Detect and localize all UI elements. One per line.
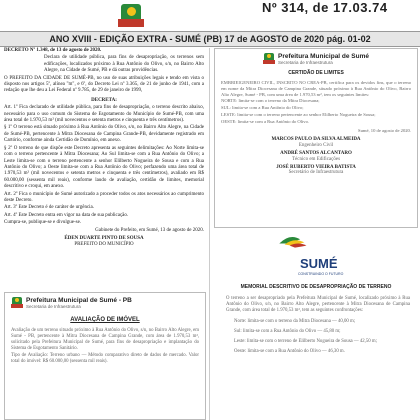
mayor-name: ÉDEN DUARTE PINTO DE SOUSA xyxy=(64,235,144,241)
sume-wordmark: SUMÉ xyxy=(300,256,338,271)
issue-number: Nº 314, de 17.03.74 xyxy=(262,0,388,15)
column-divider xyxy=(209,48,210,420)
engineer-2-role: Técnico em Edificações xyxy=(291,156,341,162)
engineer-3-role: Secretário de Infraestrutura xyxy=(288,170,344,176)
decree-title: DECRETO Nº 1.348, de 13 de agosto de 2020. xyxy=(4,48,102,53)
appraisal-paragraph-1: Avaliação de um terreno situado próximo à Rua Antônio do Olivo, s/n, no Bairro Alto Alegre, em Sumé - PB, pertencente à Mitra Diocesana de Campina Grande, com área de 1.970,53 m², solicitado pela Prefeitura Municipal de Sumé, para fins de desapropriação e implantação do Sistema de Esgotamento Sanitário. xyxy=(11,328,199,351)
certificate-municipality: Prefeitura Municipal de Sumé xyxy=(277,53,370,60)
decree-preamble: O PREFEITO DA CIDADE DE SUMÉ-PB, no uso de suas atribuições legais e tendo em vista o disposto nos artigos 5º, alínea "m", e 6º, do Decreto Lei nº 3.365, de 21 de junho de 1941, com a redação que lhe deu a Lei Federal nº 9.785, de 29 de janeiro de 1999, xyxy=(4,75,204,94)
certificate-limit-west: OESTE: limita-se com a Rua Antônio do Olivo. xyxy=(221,118,310,124)
appraisal-department: Secretaria de Infraestrutura xyxy=(26,304,81,309)
engineer-1-role: Engenheiro Civil xyxy=(298,143,334,149)
sume-logo-icon xyxy=(266,232,326,256)
certificate-department: Secretaria de Infraestrutura xyxy=(277,60,333,65)
decree-column xyxy=(4,48,204,253)
decree-art1-p2: § 2º O terreno de que dispõe este Decreto apresenta as seguintes delimitações: Ao Norte limita-se com o terreno pertencente à Mitra Diocesana; Ao Sul limita-se com a Rua Antônio do Olivo; a Leste limita-se com o terreno pertencente a senhor Elilberto Nogueira de Sousa e com a Rua Antônio do Olivo; a Oeste limita-se com a Rua Antônio do Olivo; perfazendo uma área total de 1.970,53 m² (mil novecentos e setenta metros e cinquenta e três centímetros), avaliado em R$ 60.000,00 (sessenta mil reais), conforme laudo de avaliação, certidão de limites, memorial descritivo e croqui, em anexo. xyxy=(4,145,204,190)
memorial-intro: O terreno a ser desapropriado pela Prefeitura Municipal de Sumé, localizado próximo à Rua Antônio do Olivo, s/n, no Bairro Alto Alegre, pertencente à Mitra Diocesana de Campina Grande, com área total de 1.970,53 m², tem as seguintes confrontações: xyxy=(226,296,410,314)
decree-art2: Art. 2º Fica o município de Sumé autorizado a proceder todos os atos necessários ao cumprimento deste Decreto. xyxy=(4,191,204,203)
certificate-date: Sumé, 10 de agosto de 2020. xyxy=(358,127,411,133)
memorial-west: Oeste: limita-se com a Rua Antônio do Olivo — 46,30 m. xyxy=(234,349,345,355)
engineer-3-name: JOSÉ RUBERTO VIEIRA BATISTA xyxy=(276,164,356,170)
decree-art1-p1: § 1º O terreno está situado próximo à Rua Antônio do Olivo, s/n, no Bairro Alto Alegre, na Cidade de Sumé-PB, pertencente à Mitra Diocesana de Campina Grande-PB, devidamente registrado em Cartório, conforme ainda Certidão de Domínio, em anexo. xyxy=(4,125,204,144)
limits-certificate-document xyxy=(214,48,418,228)
edition-band: ANO XVIII - EDIÇÃO EXTRA - SUMÉ (PB) 17 de AGOSTO de 2020 pág. 01-02 xyxy=(0,31,420,47)
engineer-2-name: ANDRÉ SANTOS ALCANTARO xyxy=(280,150,352,156)
certificate-limit-north: NORTE: limita-se com o terreno da Mitra Diocesana; xyxy=(221,98,320,104)
memorial-title: MEMORIAL DESCRITIVO DE DESAPROPRIAÇÃO DE TERRENO xyxy=(240,284,392,290)
appraisal-municipality: Prefeitura Municipal de Sumé - PB xyxy=(26,297,132,304)
decree-art1: Art. 1º Fica declarado de utilidade pública, para fins de desapropriação, o terreno descrito abaixo, necessário para o uso comum do Sistema de Esgotamento do Município de Sumé-PB, com uma área total de 1.970,53 m² (mil novecentos e setenta metros e cinquenta e três centímetros). xyxy=(4,105,204,124)
decree-art3: Art. 3º Este Decreto é de caráter de urgência. xyxy=(4,205,95,211)
municipality-crest-icon xyxy=(263,53,275,65)
appraisal-paragraph-2: Tipo de Avaliação: Terreno urbano — Método comparativo direto de dados de mercado. Valor total do imóvel: R$ 60.000,00 (sessenta mil reais). xyxy=(11,353,199,364)
page-header xyxy=(0,0,420,28)
municipality-crest-icon xyxy=(11,297,23,309)
engineer-1-name: MARCOS PAULO DA SILVA ALMEIDA xyxy=(271,137,361,143)
certificate-limit-east: LESTE: limita-se com o terreno pertencente ao senhor Elilberto Nogueira de Sousa; xyxy=(221,111,376,117)
memorial-body xyxy=(226,296,410,356)
memorial-east: Leste: limita-se com o terreno de Elilberto Nogueira de Sousa — 42,50 m; xyxy=(234,339,377,345)
mayor-role: PREFEITO DO MUNICÍPIO xyxy=(74,242,134,248)
appraisal-document xyxy=(4,292,206,420)
certificate-limit-south: SUL: limita-se com a Rua Antônio do Olivo; xyxy=(221,105,304,111)
decree-art4: Art. 4º Este Decreto entra em vigor na data de sua publicação. xyxy=(4,212,129,218)
decree-summary: Declara de utilidade pública, para fins de desapropriação, os terrenos sem edificações, localizados próximo à Rua Antônio do Olivo, s/n, no Bairro Alto Alegre, na Cidade de Sumé, PB e dá outras providências. xyxy=(44,55,204,74)
decree-decreta: DECRETA: xyxy=(91,97,117,103)
memorial-south: Sul: limita-se com a Rua Antônio do Olivo — 45,80 m; xyxy=(234,328,341,334)
decree-closing: Cumpra-se, publique-se e divulgue-se. xyxy=(4,220,82,226)
appraisal-title: AVALIAÇÃO DE IMÓVEL xyxy=(70,317,140,323)
certificate-title: CERTIDÃO DE LIMITES xyxy=(288,70,344,76)
decree-place: Gabinete do Prefeito, em Sumé, 13 de agosto de 2020. xyxy=(95,227,204,233)
sume-crest-icon xyxy=(118,4,144,28)
sume-tagline: CONSTRUINDO O FUTURO xyxy=(298,272,344,276)
memorial-north: Norte: limita-se com o terreno da Mitra Diocesana — 40,00 m; xyxy=(234,318,356,324)
certificate-intro: EMBRIEIGENEIRO CIVIL, INSCRITO NO CREA-PB, certifica para os devidos fins, que o terreno em nome da Mitra Diocesana de Campina Grande, situado próximo à Rua Antônio do Olivo, Bairro Alto Alegre, Sumé - PB, com uma área de 1.970,53 m², tem os seguintes limites: xyxy=(221,80,411,97)
